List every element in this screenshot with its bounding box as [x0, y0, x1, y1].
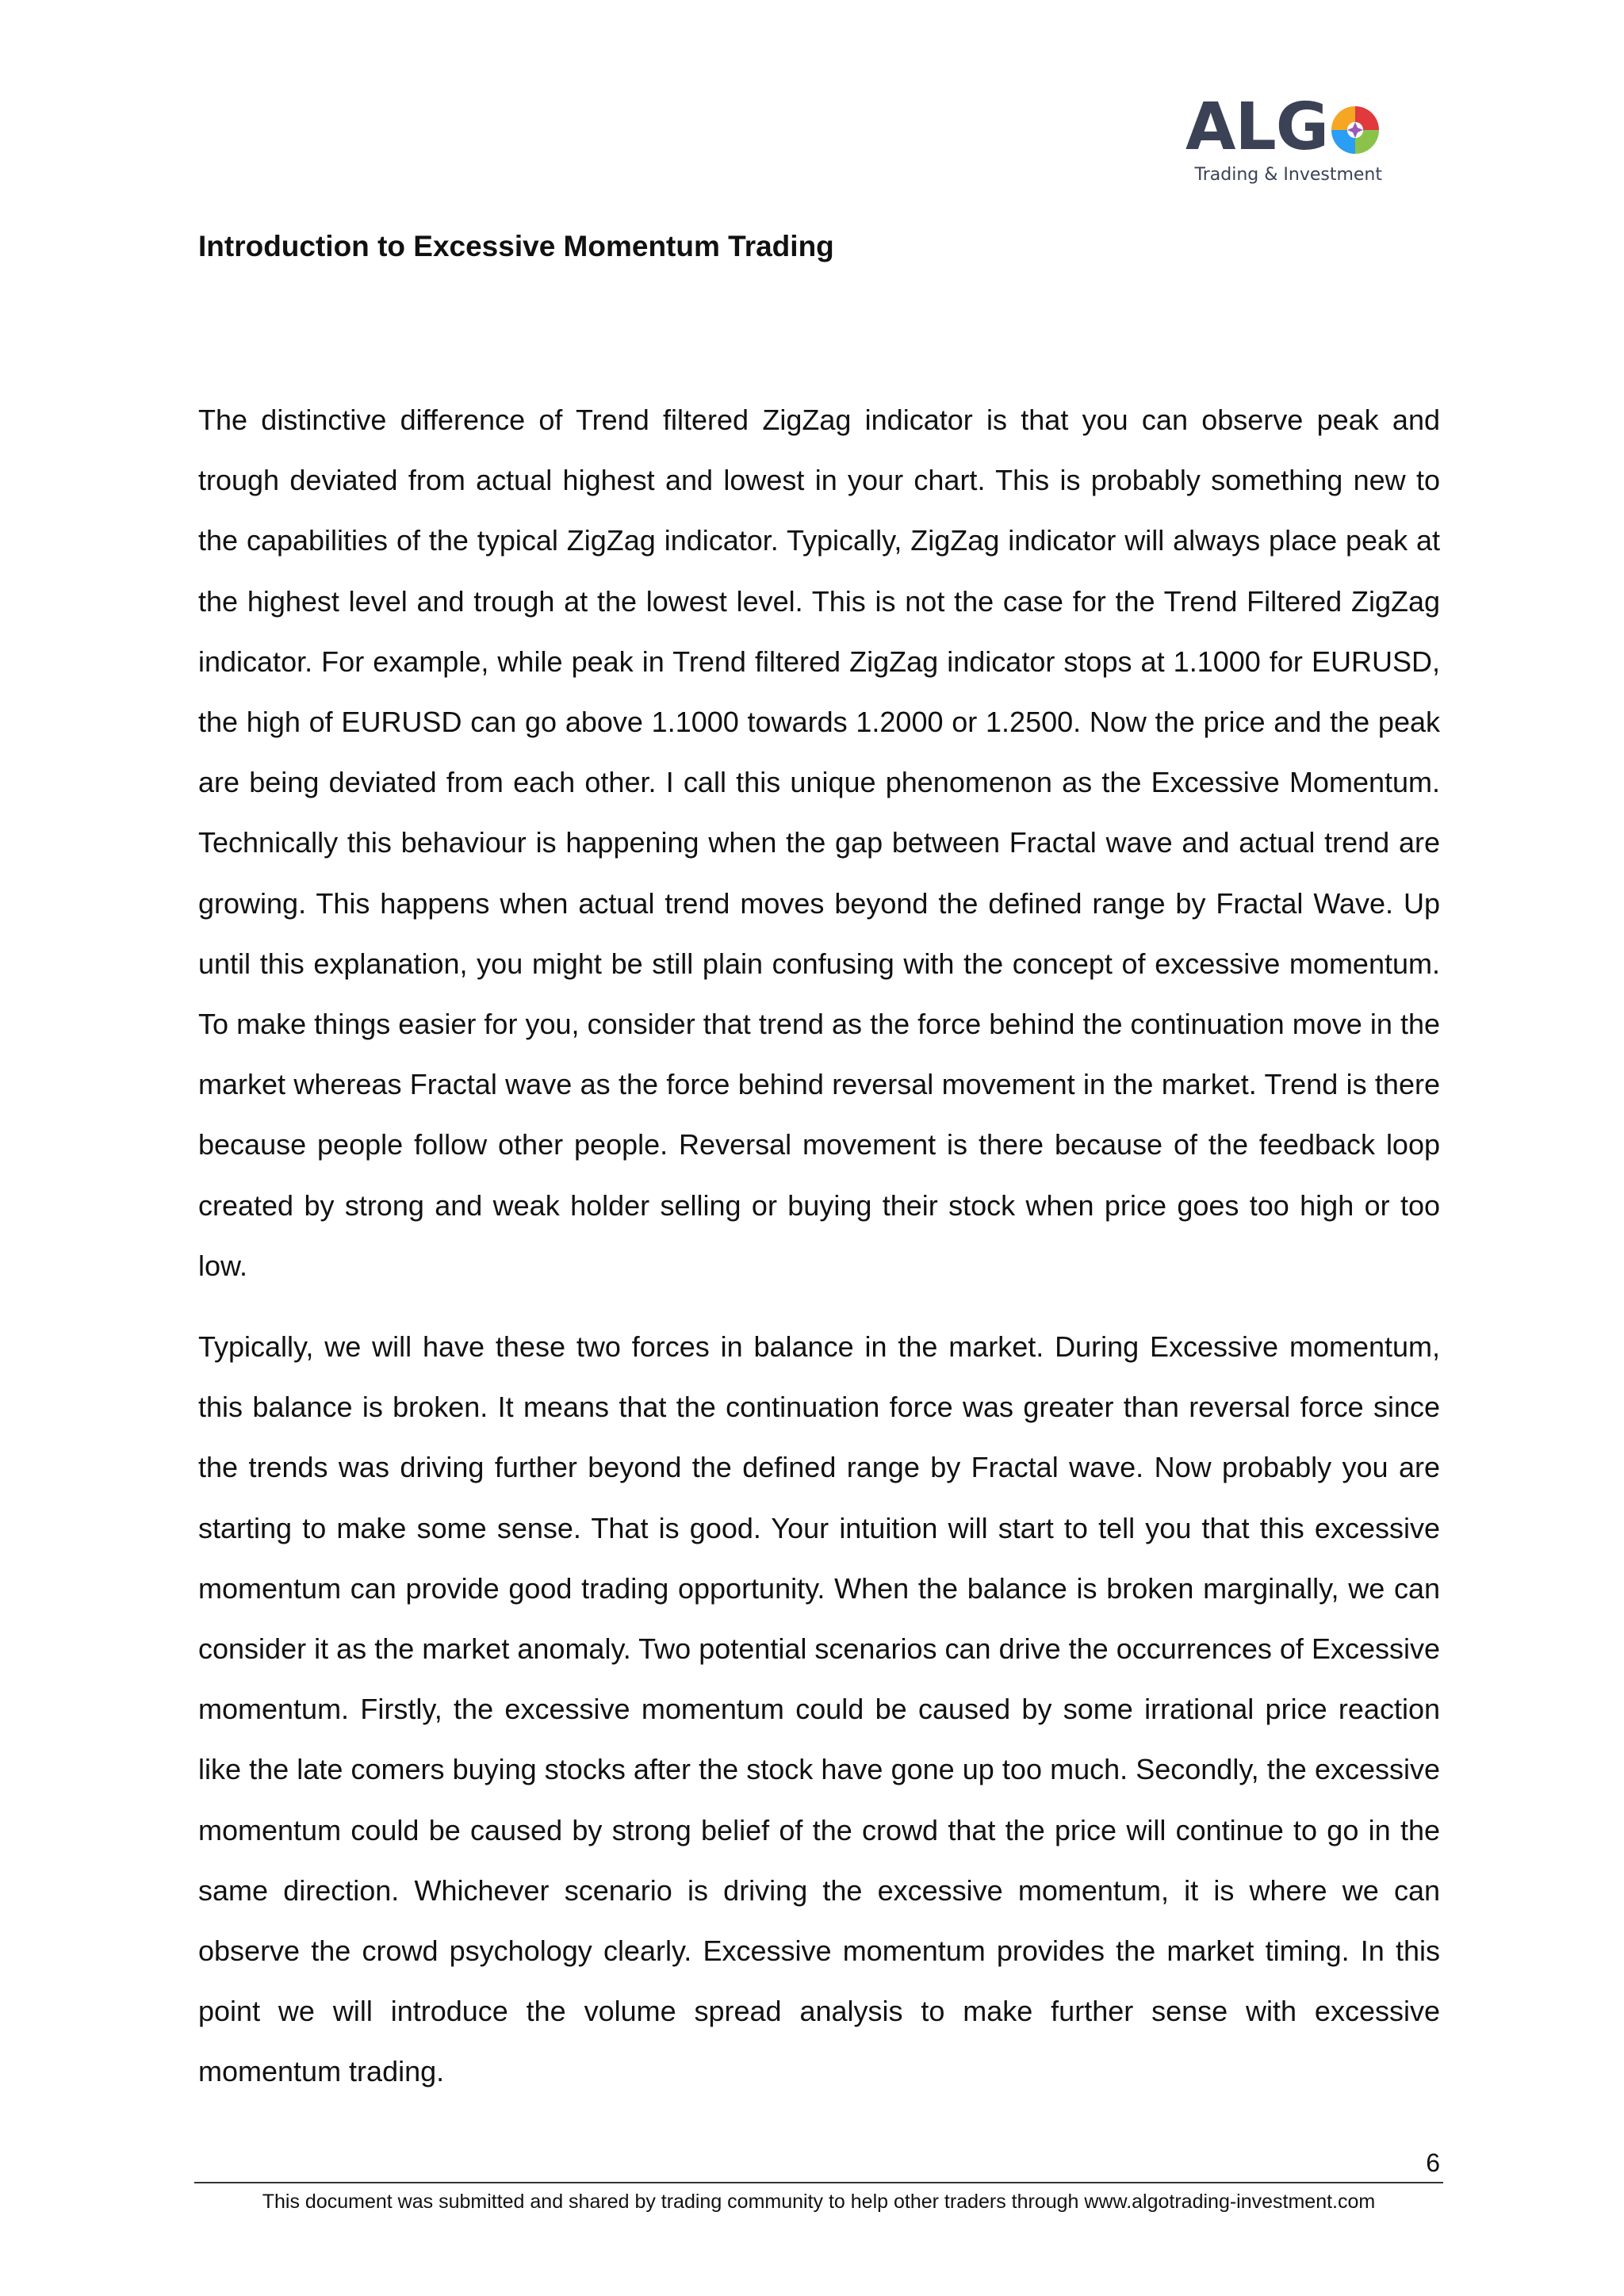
logo-wordmark: [1185, 90, 1384, 165]
logo-text: ALG: [1185, 90, 1329, 165]
paragraph-1: The distinctive difference of Trend filtered ZigZag indicator is that you can observe peak and trough deviated from actual highest and lowest in your chart. This is probably something new to the capabilities of the typical ZigZag indicator. Typically, ZigZag indicator will always place peak at the highest level and trough at the lowest level. This is not the case for the Trend Filtered ZigZag indicator. For example, while peak in Trend filtered ZigZag indicator stops at 1.1000 for EURUSD, the high of EURUSD can go above 1.1000 towards 1.2000 or 1.2500. Now the price and the peak are being deviated from each other. I call this unique phenomenon as the Excessive Momentum. Technically this behaviour is happening when the gap between Fractal wave and actual trend are growing. This happens when actual trend moves beyond the defined range by Fractal Wave. Up until this explanation, you might be still plain confusing with the concept of excessive momentum. To make things easier for you, consider that trend as the force behind the continuation move in the market whereas Fractal wave as the force behind reversal movement in the market. Trend is there because people follow other people. Reversal movement is there because of the feedback loop created by strong and weak holder selling or buying their stock when price goes too high or too low.: [198, 404, 1440, 1282]
page-number: 6: [1426, 2149, 1440, 2177]
logo-o-mark-icon: [1328, 103, 1382, 157]
document-body: [198, 390, 1440, 2103]
footer-note: This document was submitted and shared by trading community to help other traders through www.algotrading-investment.com: [262, 2191, 1376, 2213]
paragraph-2: Typically, we will have these two forces in balance in the market. During Excessive momentum, this balance is broken. It means that the continuation force was greater than reversal force since the trends was driving further beyond the defined range by Fractal wave. Now probably you are starting to make some sense. That is good. Your intuition will start to tell you that this excessive momentum can provide good trading opportunity. When the balance is broken marginally, we can consider it as the market anomaly. Two potential scenarios can drive the occurrences of Excessive momentum. Firstly, the excessive momentum could be caused by some irrational price reaction like the late comers buying stocks after the stock have gone up too much. Secondly, the excessive momentum could be caused by strong belief of the crowd that the price will continue to go in the same direction. Whichever scenario is driving the excessive momentum, it is where we can observe the crowd psychology clearly. Excessive momentum provides the market timing. In this point we will introduce the volume spread analysis to make further sense with excessive momentum trading.: [198, 1330, 1440, 2088]
logo-tagline: Trading & Investment: [1194, 165, 1382, 185]
document-title: Introduction to Excessive Momentum Trading: [198, 230, 834, 262]
footer-divider: [194, 2182, 1443, 2183]
algo-logo: [1185, 90, 1384, 193]
